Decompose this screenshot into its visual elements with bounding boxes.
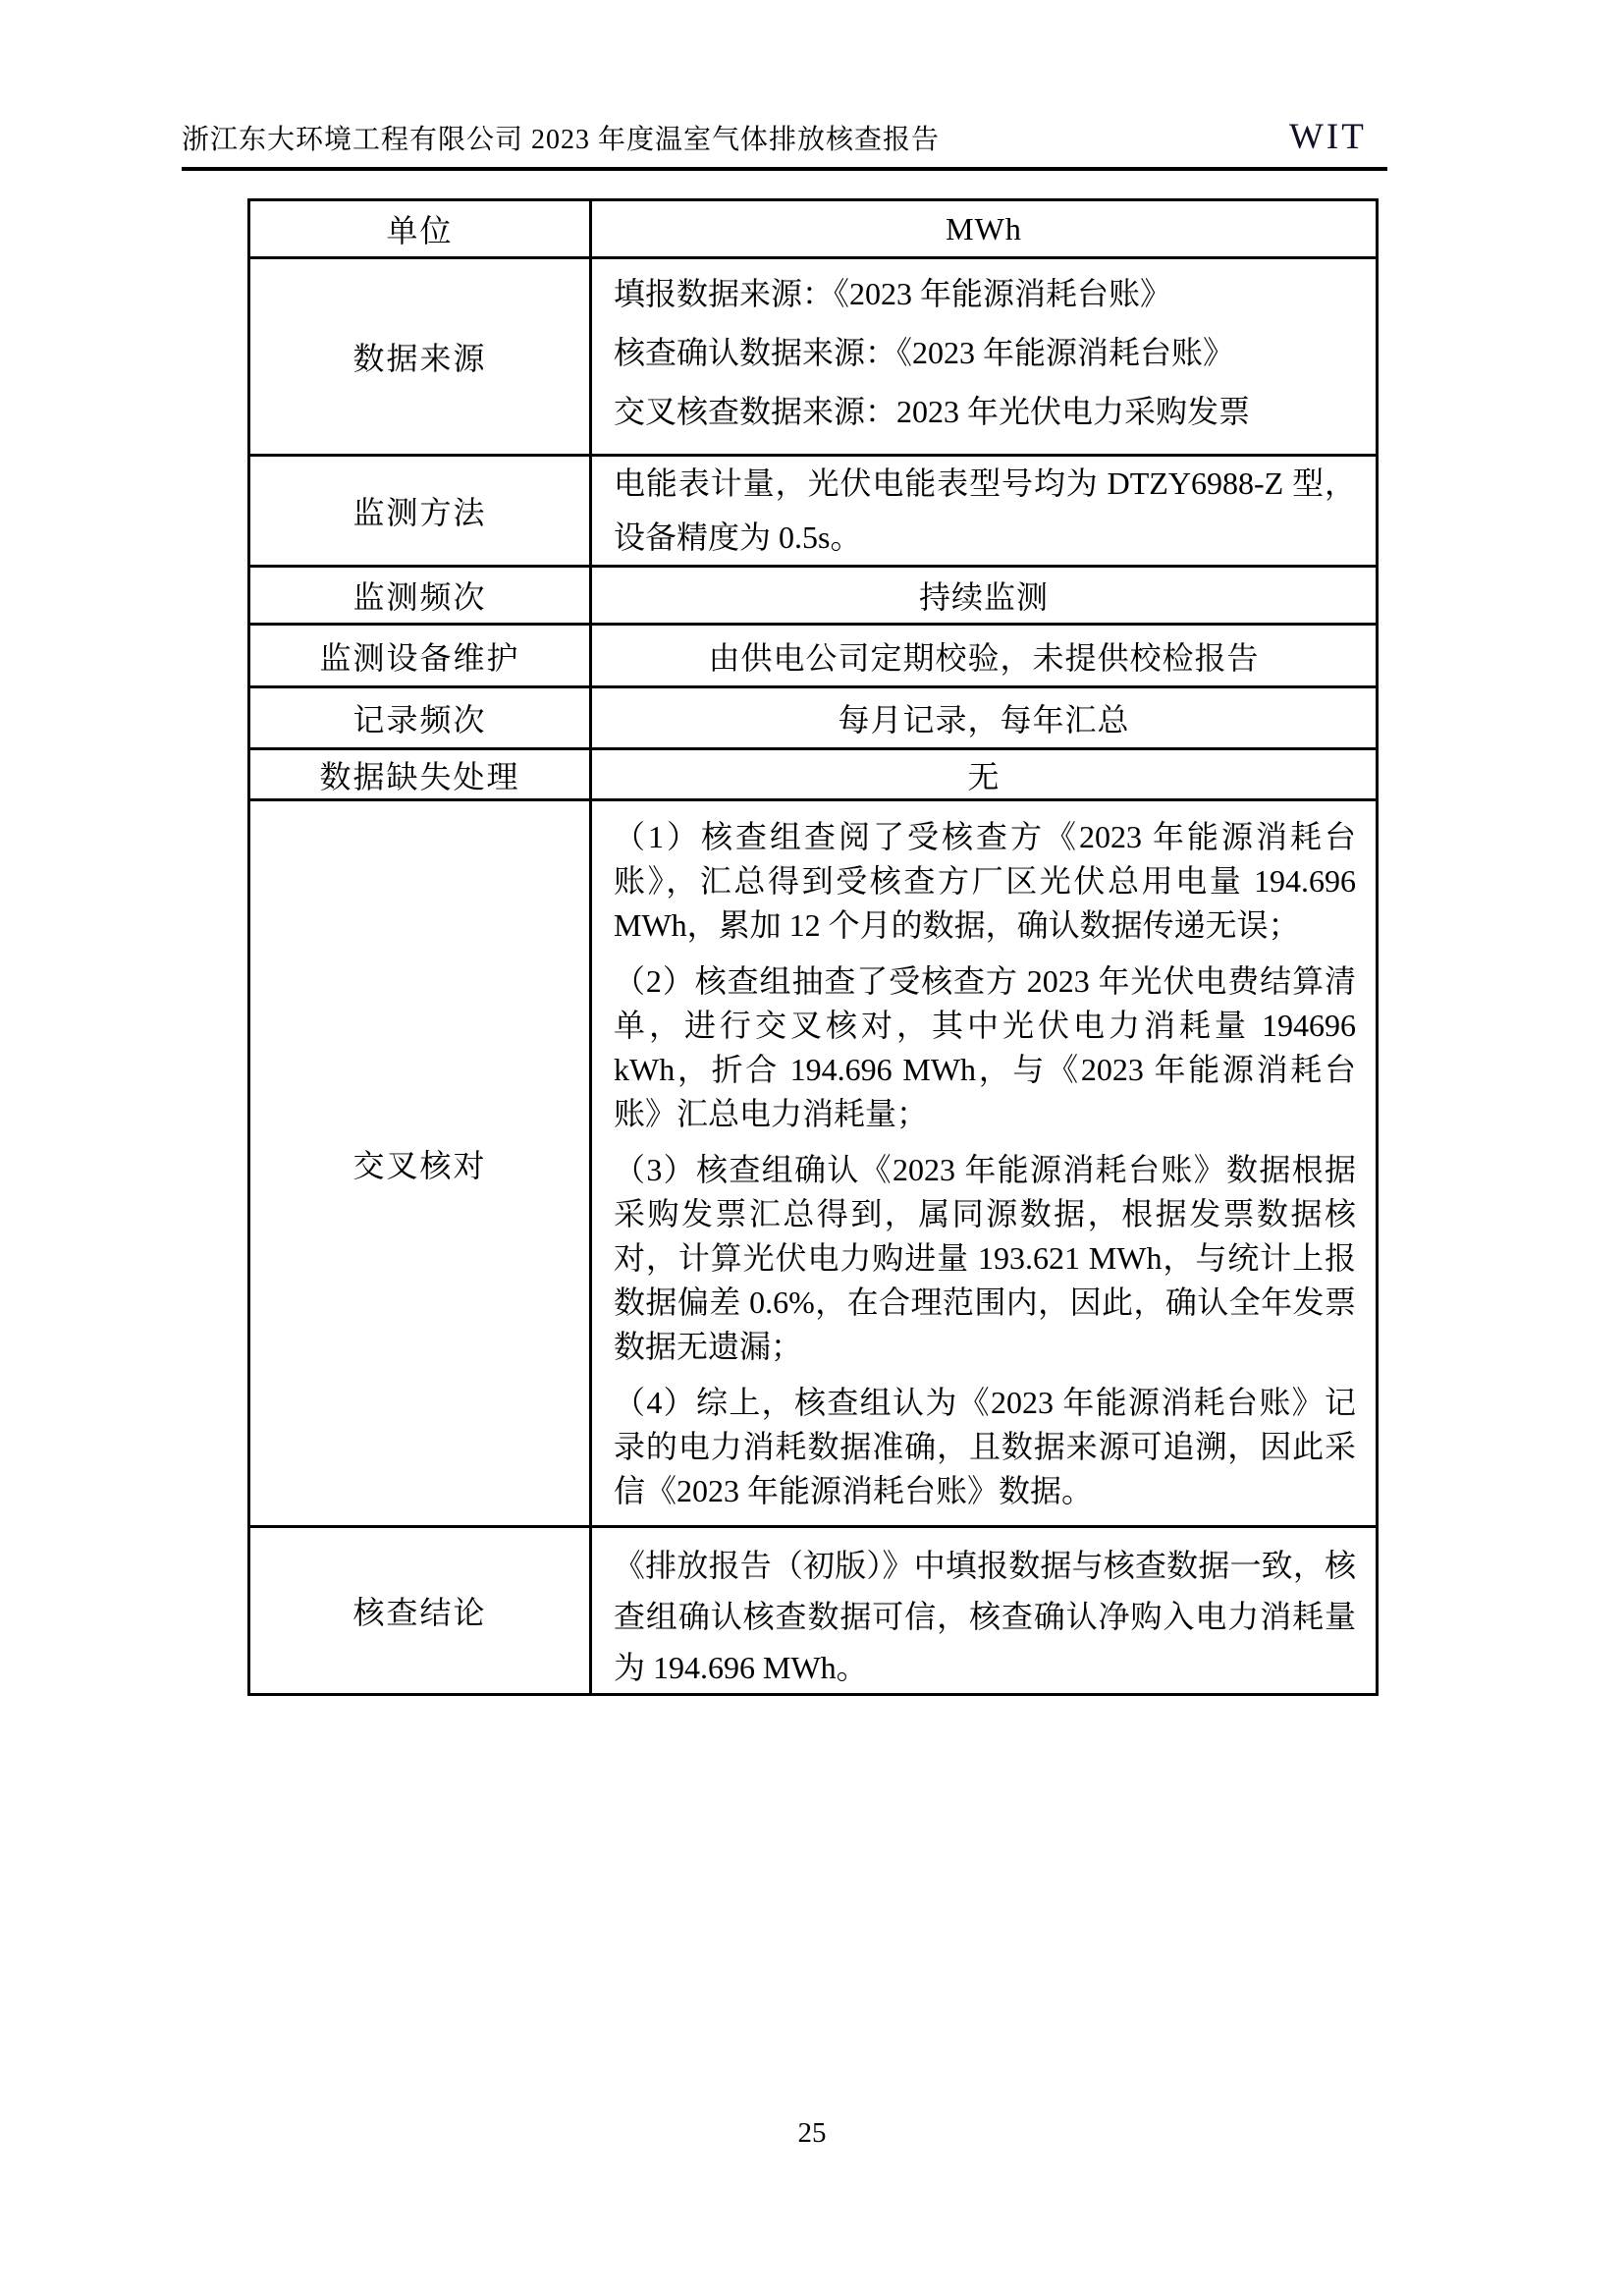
page-number: 25 [797, 2117, 827, 2149]
row-label: 记录频次 [250, 688, 592, 747]
row-content: 持续监测 [918, 579, 1049, 615]
content-paragraph: 填报数据来源：《2023 年能源消耗台账》 [614, 276, 1172, 311]
content-paragraph: 《排放报告（初版）》中填报数据与核查数据一致，核查组确认核查数据可信，核查确认净购入电力消耗量为 194.696 MWh。 [614, 1548, 1356, 1685]
table-row [250, 1528, 1376, 1693]
content-paragraph: 交叉核查数据来源：2023 年光伏电力采购发票 [614, 394, 1251, 429]
row-label: 单位 [250, 201, 592, 256]
content-paragraph: （2）核查组抽查了受核查方 2023 年光伏电费结算清单，进行交叉核对，其中光伏电力消耗量 194696 kWh，折合 194.696 MWh，与《2023 年能源消耗台账》汇总电力消耗量； [614, 963, 1356, 1131]
content-paragraph: （3）核查组确认《2023 年能源消耗台账》数据根据采购发票汇总得到，属同源数据，根据发票数据核对，计算光伏电力购进量 193.621 MWh，与统计上报数据偏差 0.6%，在合理范围内，因此，确认全年发票数据无遗漏； [614, 1152, 1356, 1364]
content-paragraph: 核查确认数据来源：《2023 年能源消耗台账》 [614, 335, 1235, 370]
table-row [250, 750, 1376, 801]
table-row [250, 201, 1376, 259]
row-content [592, 801, 1376, 1525]
row-label: 数据缺失处理 [250, 750, 592, 798]
row-label: 监测方法 [250, 457, 592, 565]
row-content [592, 259, 1376, 454]
row-label: 监测设备维护 [250, 626, 592, 685]
row-content: 每月记录，每年汇总 [838, 702, 1130, 738]
row-label: 交叉核对 [250, 801, 592, 1525]
wit-logo: WIT [1289, 117, 1367, 157]
row-content [592, 1528, 1376, 1693]
table-row [250, 801, 1376, 1528]
header-rule [182, 167, 1387, 171]
row-label: 数据来源 [250, 259, 592, 454]
row-content: 由供电公司定期校验，未提供校检报告 [708, 639, 1260, 676]
row-content: MWh [946, 210, 1022, 246]
row-content: 无 [967, 758, 1001, 794]
row-content [592, 457, 1376, 565]
row-label: 监测频次 [250, 568, 592, 623]
content-paragraph: （1）核查组查阅了受核查方《2023 年能源消耗台账》，汇总得到受核查方厂区光伏总用电量 194.696 MWh，累加 12 个月的数据，确认数据传递无误； [614, 819, 1356, 943]
table-row [250, 457, 1376, 568]
table-row [250, 568, 1376, 626]
content-paragraph: 电能表计量，光伏电能表型号均为 DTZY6988-Z 型，设备精度为 0.5s。 [614, 465, 1356, 555]
verification-table [247, 198, 1379, 1696]
content-paragraph: （4）综上，核查组认为《2023 年能源消耗台账》记录的电力消耗数据准确，且数据来源可追溯，因此采信《2023 年能源消耗台账》数据。 [614, 1385, 1356, 1508]
table-row [250, 688, 1376, 750]
header-title: 浙江东大环境工程有限公司 2023 年度温室气体排放核查报告 [182, 125, 941, 155]
table-row [250, 259, 1376, 457]
row-label: 核查结论 [250, 1528, 592, 1693]
table-row [250, 626, 1376, 688]
